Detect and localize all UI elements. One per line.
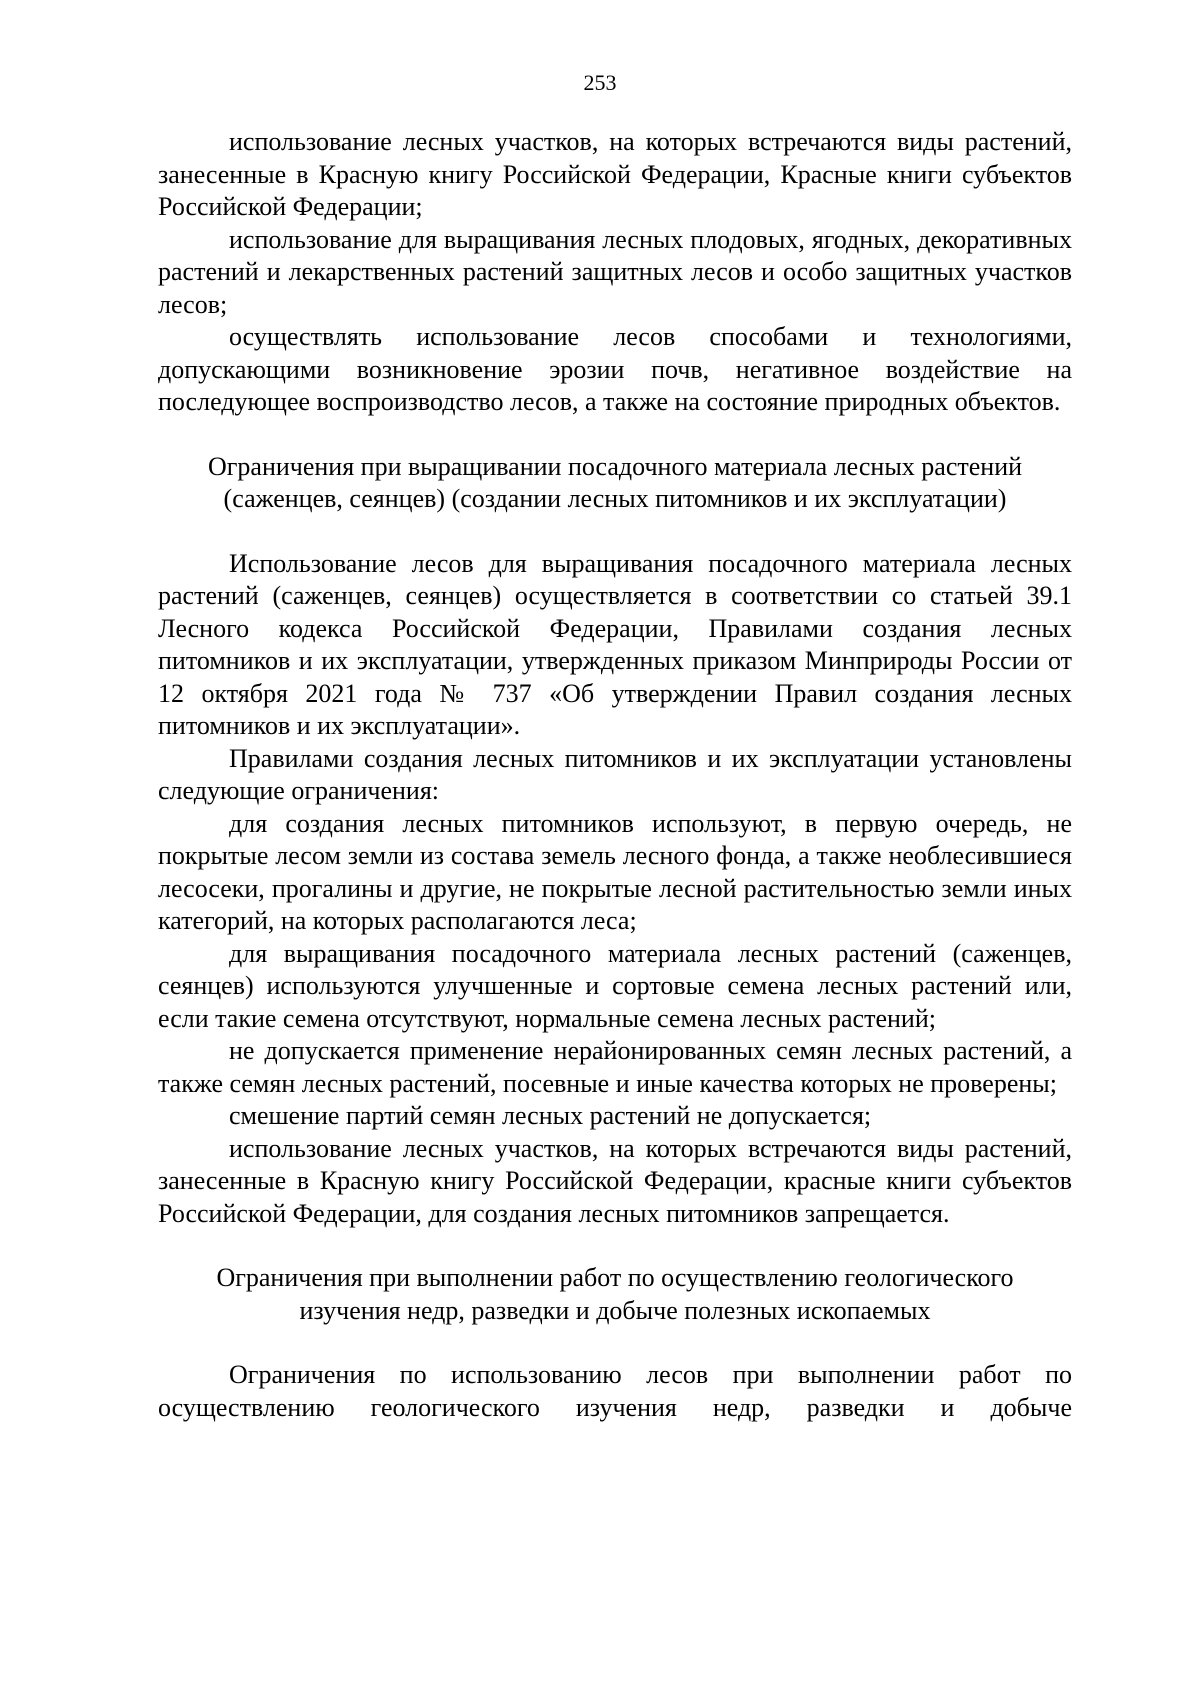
paragraph: использование лесных участков, на которых встречаются виды растений, занесенные в Красную книгу Российской Федерации, Красные книги субъектов Российской Федерации; <box>158 127 1072 221</box>
document-body <box>158 126 1072 1424</box>
spacer <box>158 419 1072 451</box>
paragraph: для выращивания посадочного материала лесных растений (саженцев, сеянцев) используются улучшенные и сортовые семена лесных растений или, если такие семена отсутствуют, нормальные семена лесных растений; <box>158 938 1072 1033</box>
spacer <box>158 1327 1072 1359</box>
paragraph: Использование лесов для выращивания посадочного материала лесных растений (саженцев, сеянцев) осуществляется в соответствии со статьей 39.1 Лесного кодекса Российской Федерации, Правилами создания лесных питомников и их эксплуатации, утвержденных приказом Минприроды России от 12 октября 2021 года № 737 «Об утверждении Правил создания лесных питомников и их эксплуатации». <box>158 548 1072 740</box>
page-number: 253 <box>583 70 617 95</box>
spacer <box>158 516 1072 548</box>
paragraph: для создания лесных питомников используют, в первую очередь, не покрытые лесом земли из состава земель лесного фонда, а также необлесившиеся лесосеки, прогалины и другие, не покрытые лесной растительностью земли иных категорий, на которых располагаются леса; <box>158 808 1072 935</box>
paragraph: смешение партий семян лесных растений не допускается; <box>229 1101 872 1130</box>
section-heading: Ограничения при выращивании посадочного материала лесных растений (саженцев, сеянцев) (создании лесных питомников и их эксплуатации) <box>207 451 1023 513</box>
paragraph: Ограничения по использованию лесов при выполнении работ по осуществлению геологического изучения недр, разведки и добыче <box>158 1360 1072 1422</box>
paragraph: осуществлять использование лесов способами и технологиями, допускающими возникновение эрозии почв, негативное воздействие на последующее воспроизводство лесов, а также на состояние природных объектов. <box>158 322 1072 416</box>
paragraph: использование для выращивания лесных плодовых, ягодных, декоративных растений и лекарственных растений защитных лесов и особо защитных участков лесов; <box>158 224 1072 319</box>
spacer <box>158 1230 1072 1262</box>
paragraph: использование лесных участков, на которых встречаются виды растений, занесенные в Красную книгу Российской Федерации, красные книги субъектов Российской Федерации, для создания лесных питомников запрещается. <box>158 1133 1072 1228</box>
paragraph: не допускается применение нерайонированных семян лесных растений, а также семян лесных растений, посевные и иные качества которых не проверены; <box>158 1036 1072 1098</box>
section-heading: Ограничения при выполнении работ по осуществлению геологического изучения недр, разведки и добыче полезных ископаемых <box>216 1263 1014 1325</box>
paragraph: Правилами создания лесных питомников и их эксплуатации установлены следующие ограничения: <box>158 743 1072 805</box>
